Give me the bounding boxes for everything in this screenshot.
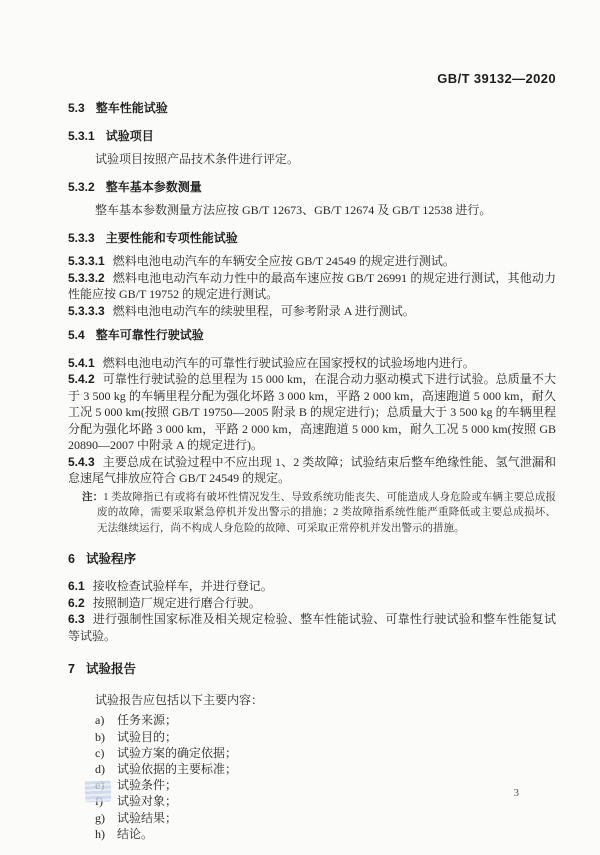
clause-6-1: [68, 578, 556, 595]
section-title: 整车基本参数测量: [105, 179, 202, 194]
clause-text: 燃料电池电动汽车的车辆安全应按 GB/T 24549 的规定进行测试。: [112, 254, 455, 268]
note-text: 1 类故障指已有或将有破坏性情况发生、导致系统功能丧失、可能造成人身危险或车辆主要总成报废的故障，需要采取紧急停机并发出警示的措施；2 类故障指系统性能严重降低或主要总成损坏、无法继续运行，尚不构成人身危险的故障、可采取正常停机并发出警示的措施。: [97, 491, 556, 535]
list-item-text: 试验方案的确定依据；: [117, 745, 238, 760]
clause-text: 接收检查试验样车，并进行登记。: [92, 579, 273, 594]
list-item-marker: h): [95, 826, 105, 841]
list-item-marker: g): [95, 810, 105, 825]
list-item: [68, 826, 556, 842]
clause-number: 6.3: [68, 612, 85, 627]
report-content-list: [68, 712, 556, 842]
list-item: [68, 761, 556, 777]
section-number: 5.3.1: [68, 128, 95, 143]
list-item-marker: a): [95, 713, 105, 728]
clause-6-2: [68, 595, 556, 612]
clause-text: 燃料电池电动汽车的可靠性行驶试验应在国家授权的试验场地内进行。: [102, 355, 475, 370]
list-item-marker: c): [95, 745, 105, 760]
list-item: [68, 745, 556, 761]
list-item-text: 结论。: [117, 826, 154, 841]
clause-5-3-3-1: [68, 253, 556, 270]
section-heading-6: [68, 551, 556, 568]
section-heading-5-3-2: [68, 179, 556, 196]
section-title: 试验项目: [105, 128, 154, 143]
clause-text: 可靠性行驶试验的总里程为 15 000 km，在混合动力驱动模式下进行试验。总质量不大于 3 500 kg 的车辆里程分配为强化坏路 3 000 km，平路 2 000 km，高速跑道 5 000 km，耐久工况 5 000 km(按照 GB/T 19750—2005 附录 B 的规定进行)；总质量大于 3 500 kg 的车辆里程分配为强化坏路 3 000 km，平路 2 000 km，高速跑道 5 000 km，耐久工况 5 000 km(按照 GB 20890—2007 中附录 A 的规定进行)。: [68, 372, 556, 452]
clause-number: 5.4.2: [68, 372, 95, 386]
page-number: 3: [513, 787, 519, 799]
clause-5-4-2: [68, 371, 556, 454]
list-item-text: 试验结果；: [117, 810, 178, 825]
section-number: 5.3.2: [68, 179, 95, 194]
section-title: 主要性能和专项性能试验: [105, 230, 238, 245]
section-number: 5.3.3: [68, 230, 95, 245]
note-label: 注：: [82, 490, 104, 503]
list-item-text: 试验目的；: [117, 729, 178, 744]
clause-number: 6.1: [68, 579, 85, 594]
list-item-marker: b): [95, 729, 105, 744]
clause-number: 6.2: [68, 595, 85, 610]
clause-number: 5.4.3: [68, 454, 95, 469]
note-block: [68, 490, 556, 537]
section-heading-5-3: [68, 100, 556, 117]
clause-5-4-3: [68, 454, 556, 487]
list-item: [68, 810, 556, 826]
clause-number: 5.3.3.1: [68, 254, 105, 268]
clause-number: 5.3.3.2: [68, 270, 105, 285]
section-number: 7: [68, 662, 75, 677]
section-title: 整车性能试验: [95, 101, 168, 115]
clause-text: 主要总成在试验过程中不应出现 1、2 类故障；试验结束后整车绝缘性能、氢气泄漏和怠速尾气排放应符合 GB/T 24549 的规定。: [68, 454, 556, 485]
clause-text: 按照制造厂规定进行磨合行驶。: [92, 595, 261, 610]
section-number: 5.4: [68, 328, 85, 342]
list-item-text: 试验条件；: [117, 778, 178, 793]
standard-number-header: GB/T 39132—2020: [437, 71, 556, 86]
section-heading-7: [68, 661, 556, 678]
section-heading-5-3-1: [68, 128, 556, 145]
paragraph-5-3-2: 整车基本参数测量方法应按 GB/T 12673、GB/T 12674 及 GB/T 12538 进行。: [95, 203, 492, 217]
paragraph-5-3-1: 试验项目按照产品技术条件进行评定。: [95, 152, 300, 166]
section-heading-5-3-3: [68, 230, 556, 247]
section-title: 整车可靠性行驶试验: [95, 328, 204, 342]
list-item-marker: d): [95, 762, 105, 776]
clause-5-3-3-3: [68, 303, 556, 320]
list-item-text: 试验对象；: [117, 794, 178, 809]
clause-text: 进行强制性国家标准及相关规定检验、整车性能试验、可靠性行驶试验和整车性能复试等试验。: [68, 612, 556, 643]
list-item: [68, 777, 556, 793]
list-item-text: 任务来源；: [117, 713, 178, 728]
report-intro-paragraph: 试验报告应包括以下主要内容：: [95, 692, 264, 707]
watermark-stamp-icon: [85, 781, 112, 803]
clause-number: 5.3.3.3: [68, 303, 105, 318]
section-title: 试验报告: [85, 662, 136, 677]
clause-5-4-1: [68, 355, 556, 372]
section-heading-5-4: [68, 327, 556, 344]
clause-5-3-3-2: [68, 270, 556, 303]
list-item: [68, 712, 556, 728]
list-item: [68, 729, 556, 745]
clause-text: 燃料电池电动汽车动力性中的最高车速应按 GB/T 26991 的规定进行测试，其他动力性能应按 GB/T 19752 的规定进行测试。: [68, 270, 556, 301]
section-title: 试验程序: [85, 551, 136, 566]
clause-text: 燃料电池电动汽车的续驶里程，可参考附录 A 进行测试。: [112, 303, 415, 318]
list-item-text: 试验依据的主要标准；: [117, 762, 238, 776]
list-item: [68, 793, 556, 809]
section-number: 5.3: [68, 101, 85, 115]
page-content: [68, 100, 556, 842]
clause-6-3: [68, 611, 556, 644]
clause-number: 5.4.1: [68, 355, 95, 370]
section-number: 6: [68, 551, 75, 566]
